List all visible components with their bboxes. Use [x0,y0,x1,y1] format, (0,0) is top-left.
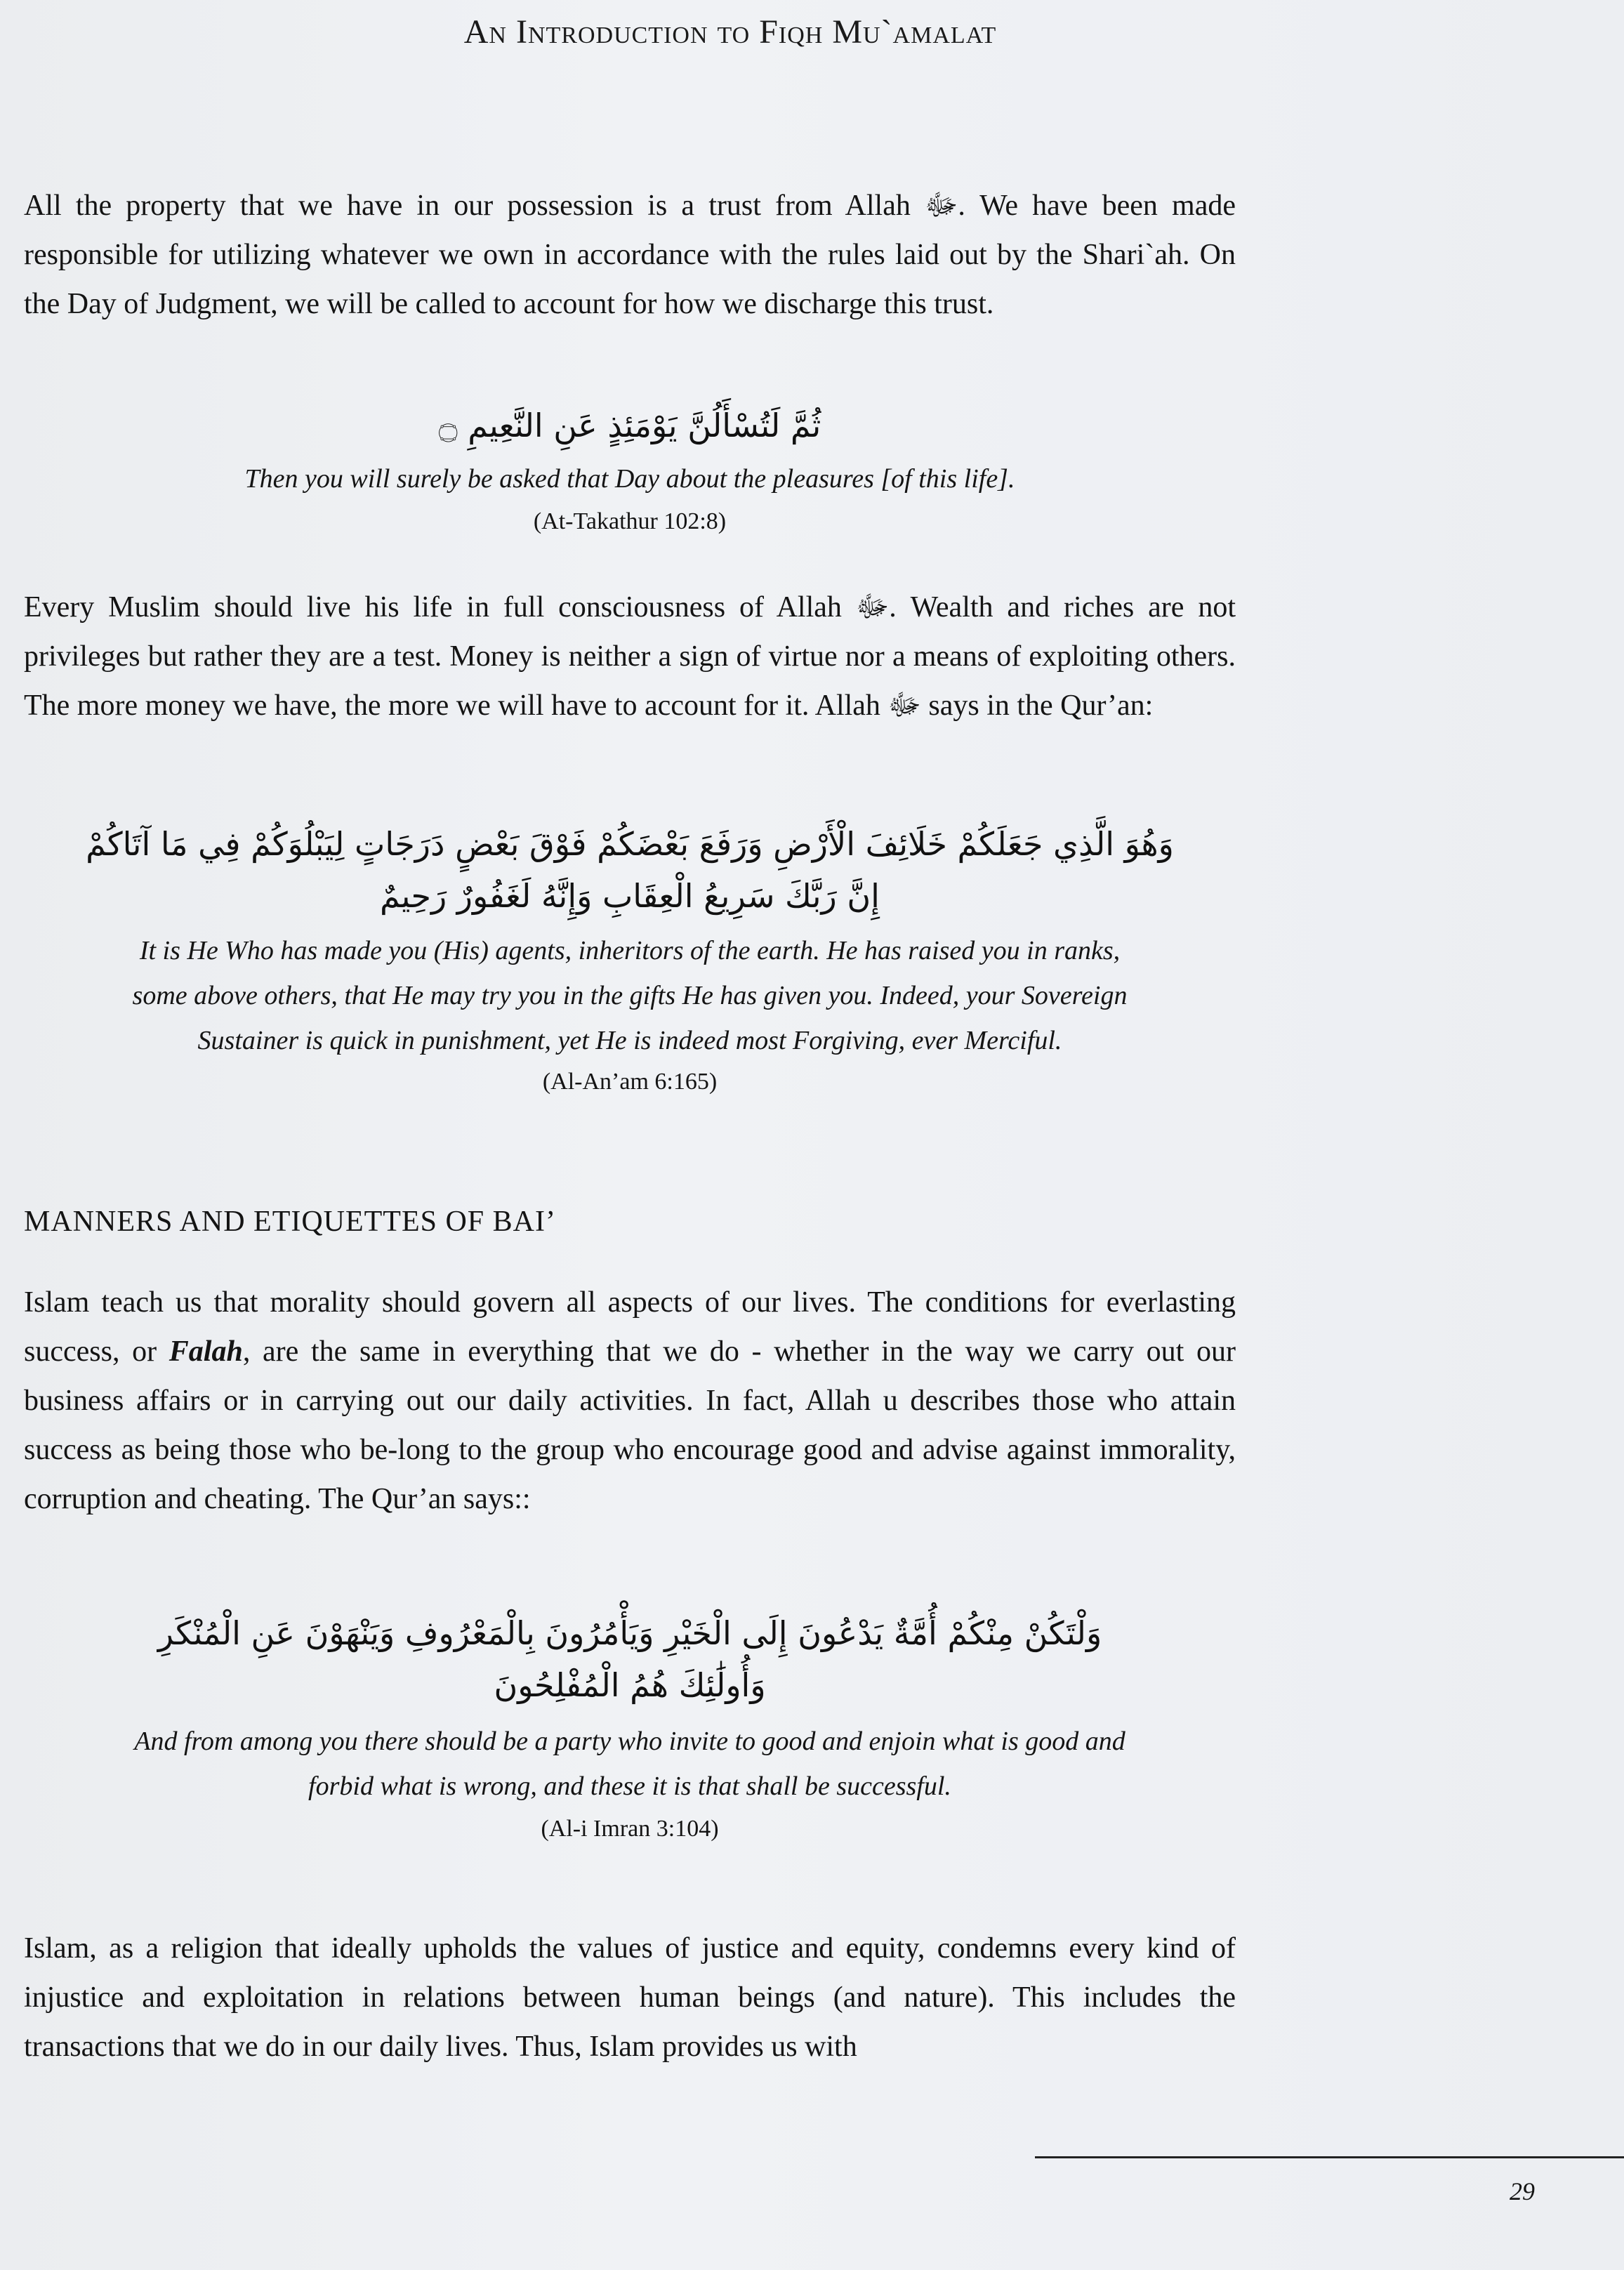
arabic-verse-line: إِنَّ رَبَّكَ سَرِيعُ الْعِقَابِ وَإِنَّهُ لَغَفُورٌ رَحِيمٌ [380,877,880,915]
verse-reference: (At-Takathur 102:8) [533,508,727,534]
paragraph-text: Islam, as a religion that ideally upholds the values of justice and equity, condemns every kind of injustice and exploitation in relations between human beings (and nature). This includes the transactions that we do in our daily lives. Thus, Islam provides us with [24,1932,1236,2063]
verse-translation-line: Then you will surely be asked that Day about the pleasures [of this life]. [244,464,1015,494]
paragraph-consciousness [24,583,1236,730]
paragraph-text-part: Islam teach us that morality should govern all aspects of our lives. The conditions for everlasting success, or [24,1286,1236,1368]
verse-translation-line: some above others, that He may try you in the gifts He has given you. Indeed, your Sovereign [132,981,1128,1010]
page-number: 29 [1510,2177,1535,2205]
verse-translation-line: And from among you there should be a party who invite to good and enjoin what is good and [134,1727,1125,1756]
quote-anam [24,813,1236,1100]
arabic-verse-line: وَهُوَ الَّذِي جَعَلَكُمْ خَلَائِفَ الْأَرْضِ وَرَفَعَ بَعْضَكُمْ فَوْقَ بَعْضٍ دَرَجَاتٍ لِيَبْلُوَكُمْ فِي مَا آتَاكُمْ [86,825,1174,863]
paragraph-text [24,1278,1236,1524]
paragraph-morality [24,1278,1236,1524]
arabic-verse-line: وَلْتَكُنْ مِنْكُمْ أُمَّةٌ يَدْعُونَ إِلَى الْخَيْرِ وَيَأْمُرُونَ بِالْمَعْرُوفِ وَيَنْهَوْنَ عَنِ الْمُنْكَرِ [157,1614,1102,1652]
verse-translation-line: Sustainer is quick in punishment, yet He is indeed most Forgiving, ever Merciful. [197,1026,1062,1055]
arabic-verse-line: ثُمَّ لَتُسْأَلُنَّ يَوْمَئِذٍ عَنِ النَّعِيمِ ۝ [438,407,821,444]
falah-term: Falah [169,1335,243,1368]
verse-reference: (Al-An’am 6:165) [542,1069,718,1095]
paragraph-text: Every Muslim should live his life in full consciousness of Allah ﷻ. Wealth and riches are not privileges but rather they are a test. Money is neither a sign of virtue nor a means of exploiting others. The more money we have, the more we will have to account for it. Allah ﷻ says in the Qur’an: [24,591,1236,722]
running-head: An Introduction to Fiqh Mu`amalat [463,13,997,51]
section-heading: MANNERS AND ETIQUETTES OF BAI’ [24,1206,556,1238]
paragraph-text: All the property that we have in our possession is a trust from Allah ﷻ. We have been made responsible for utilizing whatever we own in accordance with the rules laid out by the Shari`ah. On the Day of Judgment, we will be called to account for how we discharge this trust. [24,190,1236,320]
verse-reference: (Al-i Imran 3:104) [541,1816,719,1842]
paragraph-justice [24,1924,1236,2071]
verse-translation-line: It is He Who has made you (His) agents, inheritors of the earth. He has raised you in ranks, [139,936,1121,965]
quote-takathur [24,395,1236,539]
footer-rule [1035,2156,1624,2158]
quote-imran [24,1602,1236,1847]
verse-translation-line: forbid what is wrong, and these it is that shall be successful. [308,1771,951,1801]
arabic-verse-line: وَأُولَٰئِكَ هُمُ الْمُفْلِحُونَ [494,1666,766,1704]
paragraph-text-part: , are the same in everything that we do - whether in the way we carry out our business affairs or in carrying out our daily activities. In fact, Allah u describes those who attain success as being those who be-long to the group who encourage good and advise against immorality, corruption and cheating. The Qur’an says:: [24,1335,1236,1515]
paragraph-trust [24,181,1236,329]
